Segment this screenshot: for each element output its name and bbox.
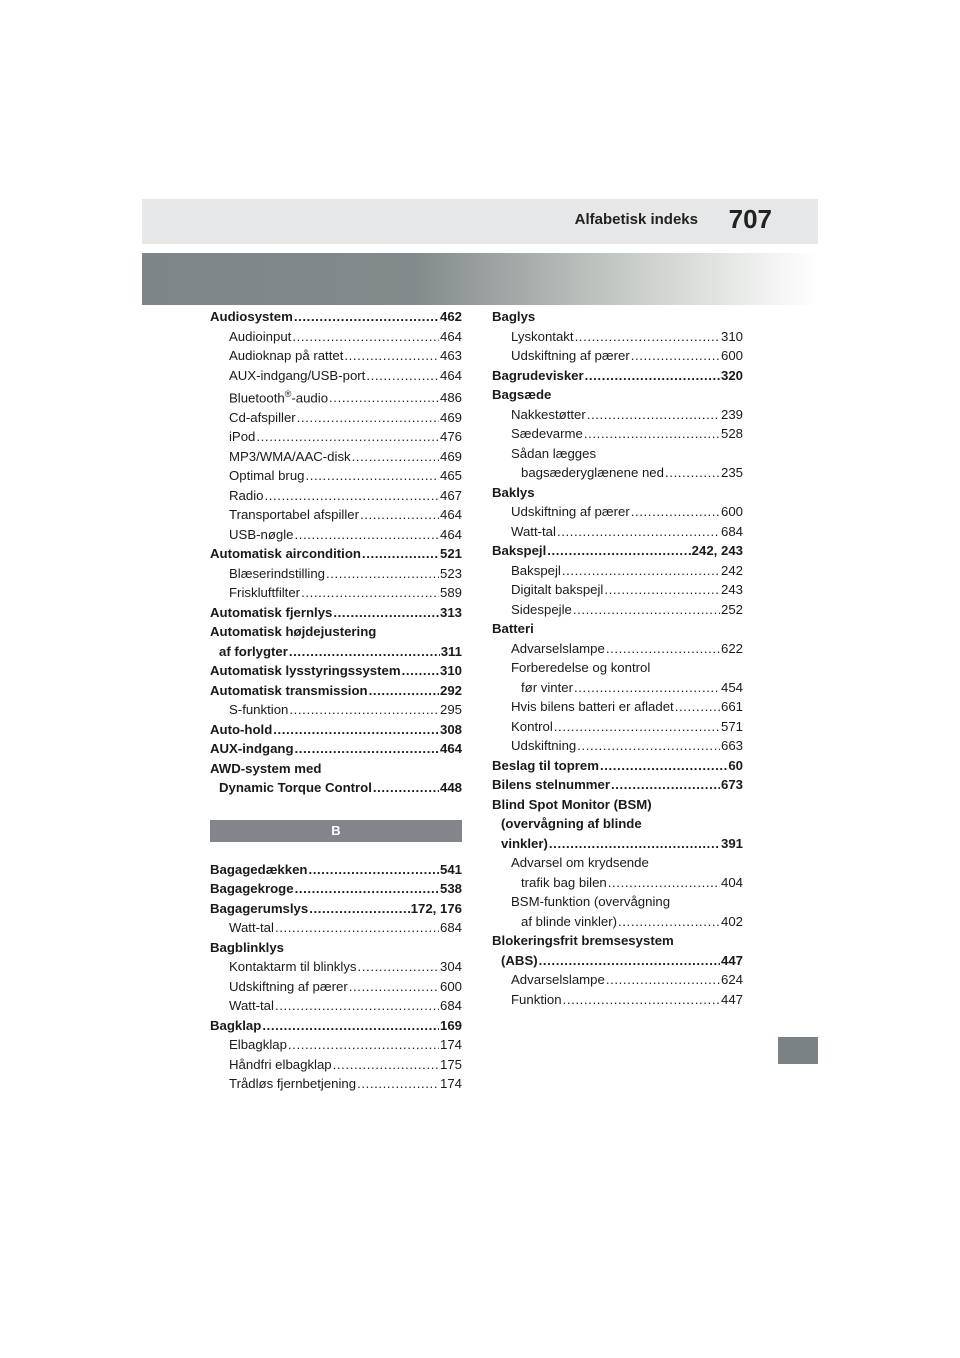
dot-leader — [562, 561, 720, 581]
page-reference: 391 — [720, 835, 743, 851]
index-entry — [492, 366, 743, 386]
page-reference: 528 — [720, 426, 743, 441]
dot-leader — [294, 307, 439, 327]
index-entry — [210, 642, 462, 662]
index-column-left — [210, 307, 462, 1094]
dot-leader — [585, 366, 720, 386]
page-reference: 174 — [439, 1037, 462, 1053]
index-term: AUX-indgang/USB-port — [229, 367, 366, 383]
page-reference: 464 — [439, 367, 462, 383]
index-entry — [492, 951, 743, 971]
index-term: Bagklap — [210, 1017, 262, 1033]
index-term: Advarsel om krydsende — [511, 855, 649, 870]
dot-leader — [604, 580, 720, 600]
index-term: Sædevarme — [511, 426, 583, 441]
index-entry — [210, 700, 462, 720]
index-entry — [492, 931, 743, 951]
page-reference: 464 — [439, 526, 462, 542]
index-term: Lyskontakt — [511, 328, 574, 344]
dot-leader — [357, 1074, 439, 1094]
index-entry — [492, 990, 743, 1010]
index-entry — [210, 681, 462, 701]
dot-leader — [326, 564, 439, 584]
index-term: MP3/WMA/AAC-disk — [229, 448, 351, 464]
page-reference: 239 — [720, 406, 743, 422]
index-entry — [210, 327, 462, 347]
page-reference: 663 — [720, 738, 743, 753]
index-term: S-funktion — [229, 702, 289, 718]
index-entry — [492, 717, 743, 737]
index-entry — [492, 483, 743, 503]
dot-leader — [675, 697, 720, 717]
dot-leader — [358, 957, 439, 977]
dot-leader — [329, 388, 439, 408]
index-list-right — [492, 307, 743, 1009]
header-band — [142, 253, 818, 305]
index-entry — [492, 912, 743, 932]
index-term: Automatisk lysstyringssystem — [210, 663, 401, 679]
index-entry — [492, 814, 743, 834]
page-reference: 684 — [720, 523, 743, 539]
dot-leader — [333, 1055, 439, 1075]
page-reference: 308 — [439, 721, 462, 737]
index-entry — [492, 522, 743, 542]
index-entry — [492, 580, 743, 600]
page-header — [142, 199, 818, 244]
index-term: Audiosystem — [210, 309, 293, 324]
index-term: Elbagklap — [229, 1037, 287, 1053]
index-term: Beslag til toprem — [492, 757, 599, 773]
page-reference: 523 — [439, 565, 462, 581]
index-entry — [210, 622, 462, 642]
dot-leader — [373, 778, 439, 798]
page-reference: 521 — [439, 546, 462, 562]
page-reference: 464 — [439, 328, 462, 344]
page-reference: 673 — [720, 777, 743, 792]
thumb-index-tab — [778, 1037, 818, 1064]
page-reference: 447 — [720, 952, 743, 968]
index-term: Hvis bilens batteri er afladet — [511, 699, 674, 714]
page-reference: 465 — [439, 468, 462, 484]
page-reference: 454 — [720, 679, 743, 695]
index-term: Watt-tal — [229, 998, 274, 1014]
index-term: Udskiftning — [511, 738, 577, 753]
index-term: af forlygter — [219, 643, 288, 659]
index-term: Bagblinklys — [210, 939, 285, 955]
index-entry — [210, 957, 462, 977]
page-reference: 486 — [439, 390, 462, 406]
page-reference: 295 — [439, 702, 462, 718]
page-reference: 310 — [439, 663, 462, 679]
dot-leader — [618, 912, 720, 932]
dot-leader — [275, 996, 439, 1016]
index-term: Bakspejl — [492, 543, 547, 558]
index-term: (overvågning af blinde — [501, 816, 642, 831]
dot-leader — [369, 681, 439, 701]
index-entry — [492, 970, 743, 990]
page-reference: 600 — [720, 504, 743, 519]
dot-leader — [611, 775, 720, 795]
index-term: Blæserindstilling — [229, 565, 326, 581]
page-reference: 538 — [439, 881, 462, 897]
index-entry — [492, 639, 743, 659]
dot-leader — [539, 951, 720, 971]
index-term: AWD-system med — [210, 760, 322, 776]
dot-leader — [557, 522, 720, 542]
index-entry — [210, 720, 462, 740]
index-term: Optimal brug — [229, 468, 305, 484]
page-reference: 448 — [439, 780, 462, 796]
page-reference: 235 — [720, 465, 743, 480]
index-term: bagsæderyglænene ned — [521, 465, 664, 480]
dot-leader — [577, 736, 720, 756]
index-entry — [210, 860, 462, 880]
index-entry — [492, 385, 743, 405]
dot-leader — [600, 756, 727, 776]
page-reference: 469 — [439, 448, 462, 464]
index-entry — [210, 1074, 462, 1094]
index-term: (ABS) — [501, 952, 538, 968]
page-reference: 463 — [439, 348, 462, 363]
index-entry — [210, 996, 462, 1016]
index-entry — [492, 327, 743, 347]
index-entry — [492, 658, 743, 678]
page-reference: 589 — [439, 585, 462, 601]
index-entry — [492, 346, 743, 366]
index-term: Transportabel afspiller — [229, 507, 359, 523]
index-list-a — [210, 307, 462, 798]
index-term: Sådan lægges — [511, 445, 597, 461]
index-entry — [210, 603, 462, 623]
dot-leader — [608, 873, 720, 893]
dot-leader — [308, 860, 439, 880]
index-term: vinkler) — [501, 835, 548, 851]
index-entry — [492, 697, 743, 717]
dot-leader — [289, 642, 440, 662]
dot-leader — [575, 327, 720, 347]
dot-leader — [549, 834, 720, 854]
index-term: iPod — [229, 429, 256, 445]
page-reference: 447 — [720, 991, 743, 1007]
page-reference: 600 — [720, 348, 743, 363]
index-entry — [492, 502, 743, 522]
dot-leader — [573, 600, 720, 620]
index-term: Bagagerumslys — [210, 900, 309, 916]
index-column-right — [492, 307, 743, 1009]
index-entry — [210, 307, 462, 327]
dot-leader — [309, 899, 409, 919]
index-term: før vinter — [521, 679, 574, 695]
page-reference: 320 — [720, 367, 743, 383]
index-entry — [210, 525, 462, 545]
page-reference: 476 — [439, 429, 462, 445]
index-entry — [210, 505, 462, 525]
page-reference: 402 — [720, 913, 743, 929]
index-term: Kontrol — [511, 718, 553, 734]
index-entry — [492, 873, 743, 893]
index-entry — [210, 346, 462, 366]
index-term: Friskluftfilter — [229, 585, 301, 601]
page-reference: 622 — [720, 640, 743, 656]
index-term: Cd-afspiller — [229, 409, 296, 425]
page-reference: 304 — [439, 959, 462, 975]
page-reference: 242 — [720, 562, 743, 578]
dot-leader — [295, 879, 439, 899]
index-term: Audioknap på rattet — [229, 348, 344, 363]
page-reference: 311 — [440, 643, 462, 659]
dot-leader — [554, 717, 720, 737]
index-entry — [210, 977, 462, 997]
index-entry — [210, 1016, 462, 1036]
dot-leader — [366, 366, 439, 386]
index-term: Forberedelse og kontrol — [511, 660, 651, 675]
index-term: Watt-tal — [229, 920, 274, 936]
index-term: af blinde vinkler) — [521, 913, 618, 929]
dot-leader — [402, 661, 439, 681]
index-term: Baglys — [492, 309, 536, 324]
page-reference: 624 — [720, 972, 743, 987]
index-term: Advarselslampe — [511, 640, 605, 656]
page-reference: 310 — [720, 328, 743, 344]
dot-leader — [264, 486, 439, 506]
index-entry — [210, 427, 462, 447]
dot-leader — [306, 466, 439, 486]
page-reference: 243 — [720, 582, 743, 597]
index-entry — [210, 583, 462, 603]
index-term: Sidespejle — [511, 601, 572, 617]
page-reference: 571 — [720, 718, 743, 734]
index-entry — [210, 739, 462, 759]
index-entry — [210, 899, 462, 919]
dot-leader — [584, 424, 720, 444]
index-entry — [210, 385, 462, 408]
dot-leader — [349, 977, 439, 997]
index-term: Digitalt bakspejl — [511, 582, 604, 597]
index-term: Bagagedækken — [210, 861, 308, 877]
page-reference: 169 — [439, 1017, 462, 1033]
index-term: Automatisk transmission — [210, 682, 368, 698]
index-entry — [492, 756, 743, 776]
index-term: Bakspejl — [511, 562, 561, 578]
index-term: Baklys — [492, 484, 535, 500]
index-term: Bagsæde — [492, 387, 552, 402]
index-entry — [492, 853, 743, 873]
dot-leader — [275, 918, 439, 938]
dot-leader — [301, 583, 439, 603]
dot-leader — [360, 505, 439, 525]
page-reference: 600 — [439, 978, 462, 994]
page-reference: 462 — [439, 309, 462, 324]
dot-leader — [344, 346, 439, 366]
header-title: Alfabetisk indeks — [574, 211, 698, 228]
page-reference: 172, 176 — [410, 900, 462, 916]
page-reference: 175 — [439, 1056, 462, 1072]
index-entry — [492, 463, 743, 483]
index-term: Auto-hold — [210, 721, 273, 737]
index-term: Automatisk aircondition — [210, 546, 361, 562]
dot-leader — [262, 1016, 439, 1036]
page-reference: 464 — [439, 741, 462, 757]
index-entry — [210, 466, 462, 486]
index-term: Udskiftning af pærer — [229, 978, 348, 994]
dot-leader — [362, 544, 439, 564]
index-term: Automatisk højdejustering — [210, 624, 377, 640]
index-entry — [210, 938, 462, 958]
page-reference: 661 — [720, 699, 743, 714]
dot-leader — [631, 502, 720, 522]
index-term: Audioinput — [229, 328, 292, 344]
index-entry — [210, 366, 462, 386]
page-number: 707 — [728, 204, 772, 234]
index-entry — [492, 307, 743, 327]
index-term: trafik bag bilen — [521, 874, 607, 890]
dot-leader — [297, 408, 439, 428]
page-reference: 684 — [439, 998, 462, 1014]
index-term: Bluetooth®-audio — [229, 389, 329, 406]
index-term: Funktion — [511, 991, 562, 1007]
dot-leader — [574, 678, 720, 698]
index-term: Radio — [229, 487, 264, 503]
page-reference: 541 — [439, 861, 462, 877]
index-term: Automatisk fjernlys — [210, 604, 333, 620]
index-term: USB-nøgle — [229, 526, 294, 542]
index-entry — [210, 447, 462, 467]
index-term: Dynamic Torque Control — [219, 780, 372, 796]
section-letter-b: B — [210, 820, 462, 842]
dot-leader — [547, 541, 690, 561]
index-term: Trådløs fjernbetjening — [229, 1076, 357, 1092]
index-entry — [492, 619, 743, 639]
page-reference: 684 — [439, 920, 462, 936]
index-entry — [210, 486, 462, 506]
index-term: Batteri — [492, 621, 534, 636]
dot-leader — [273, 720, 439, 740]
page-reference: 404 — [720, 874, 743, 890]
index-entry — [210, 408, 462, 428]
index-entry — [492, 541, 743, 561]
index-entry — [492, 892, 743, 912]
index-entry — [210, 1055, 462, 1075]
index-entry — [492, 795, 743, 815]
index-entry — [210, 1035, 462, 1055]
index-entry — [210, 661, 462, 681]
dot-leader — [665, 463, 720, 483]
index-term: Udskiftning af pærer — [511, 348, 630, 363]
index-term: Bagagekroge — [210, 881, 294, 897]
index-entry — [210, 918, 462, 938]
index-term: AUX-indgang — [210, 741, 294, 757]
dot-leader — [606, 639, 720, 659]
index-term: Håndfri elbagklap — [229, 1056, 332, 1072]
dot-leader — [631, 346, 720, 366]
dot-leader — [289, 700, 439, 720]
dot-leader — [295, 525, 439, 545]
page-reference: 313 — [439, 604, 462, 620]
index-entry — [492, 424, 743, 444]
page-reference: 467 — [439, 487, 462, 503]
page-reference: 252 — [720, 601, 743, 617]
index-term: Watt-tal — [511, 523, 556, 539]
index-list-b — [210, 860, 462, 1094]
page-reference: 469 — [439, 409, 462, 425]
index-term: Blokeringsfrit bremsesystem — [492, 933, 674, 948]
index-term: Nakkestøtter — [511, 406, 586, 422]
index-term: Blind Spot Monitor (BSM) — [492, 796, 652, 812]
index-entry — [492, 444, 743, 464]
index-entry — [492, 775, 743, 795]
index-entry — [210, 564, 462, 584]
dot-leader — [292, 327, 439, 347]
index-term: Bagrudevisker — [492, 367, 584, 383]
index-entry — [210, 879, 462, 899]
dot-leader — [295, 739, 439, 759]
dot-leader — [256, 427, 439, 447]
index-entry — [492, 736, 743, 756]
index-entry — [492, 834, 743, 854]
index-term: BSM-funktion (overvågning — [511, 894, 671, 909]
dot-leader — [587, 405, 720, 425]
index-entry — [492, 561, 743, 581]
page-reference: 292 — [439, 682, 462, 698]
dot-leader — [352, 447, 439, 467]
index-term: Udskiftning af pærer — [511, 504, 630, 519]
index-term: Advarselslampe — [511, 972, 605, 987]
page-reference: 60 — [728, 757, 743, 773]
page-reference: 174 — [439, 1076, 462, 1092]
index-term: Bilens stelnummer — [492, 777, 610, 792]
page-reference: 242, 243 — [691, 543, 743, 558]
index-entry — [210, 544, 462, 564]
page-reference: 464 — [439, 507, 462, 523]
dot-leader — [563, 990, 720, 1010]
dot-leader — [288, 1035, 439, 1055]
index-entry — [492, 405, 743, 425]
dot-leader — [333, 603, 439, 623]
dot-leader — [606, 970, 720, 990]
index-entry — [210, 759, 462, 779]
index-term: Kontaktarm til blinklys — [229, 959, 357, 975]
index-entry — [210, 778, 462, 798]
index-entry — [492, 600, 743, 620]
index-entry — [492, 678, 743, 698]
